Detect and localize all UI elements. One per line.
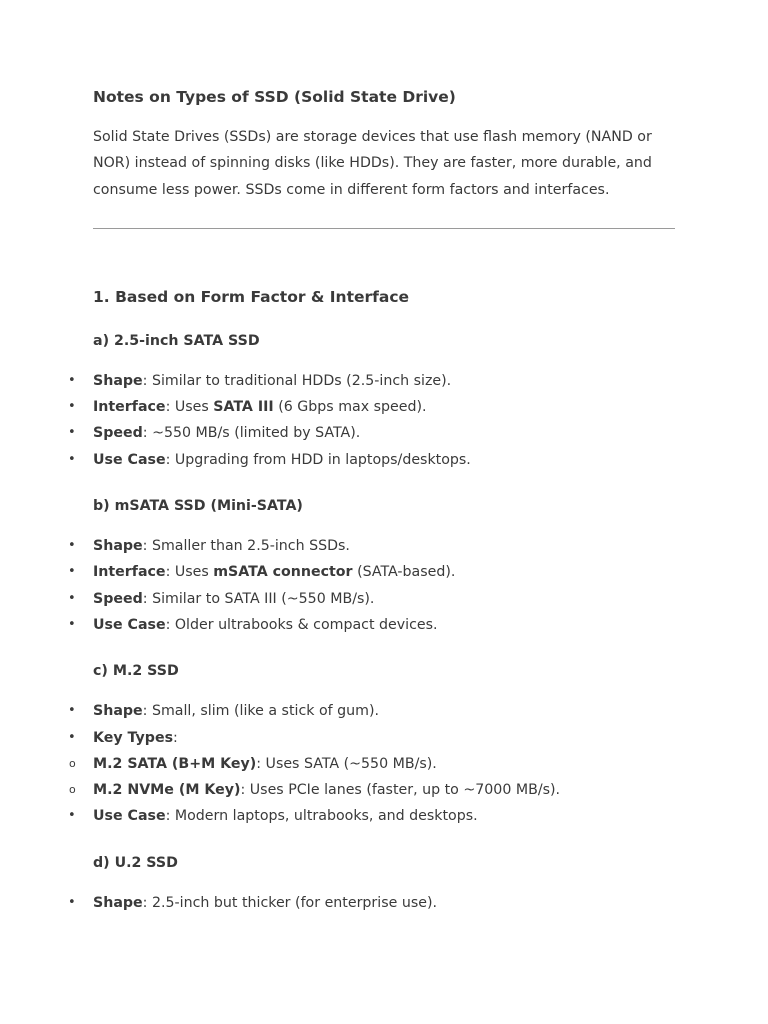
subsection-heading-msata: b) mSATA SSD (Mini-SATA) [93,498,303,515]
sata-list [68,368,675,473]
subsection-heading-m2: c) M.2 SSD [93,663,179,680]
bullet-icon: • [68,451,76,467]
subsection-heading-sata: a) 2.5-inch SATA SSD [93,332,260,349]
sub-list-item: o M.2 NVMe (M Key): Uses PCIe lanes (faster, up to ~7000 MB/s). [93,777,675,803]
bullet-icon: • [68,703,76,719]
list-item: • Speed: ~550 MB/s (limited by SATA). [93,420,675,446]
list-item: • Shape: Smaller than 2.5-inch SSDs. [93,533,675,559]
sub-bullet-icon: o [69,783,76,797]
list-item: • Use Case: Older ultrabooks & compact devices. [93,612,675,638]
list-item: • Use Case: Upgrading from HDD in laptops/desktops. [93,447,675,473]
sub-list-item: o M.2 SATA (B+M Key): Uses SATA (~550 MB/s). [93,751,675,777]
list-item: • Shape: Small, slim (like a stick of gum). [93,698,675,724]
bullet-icon: • [68,616,76,632]
list-item: • Shape: Similar to traditional HDDs (2.5-inch size). [93,368,675,394]
bullet-icon: • [68,729,76,745]
sub-bullet-icon: o [69,756,76,770]
bullet-icon: • [68,564,76,580]
bullet-icon: • [68,538,76,554]
list-item: • Interface: Uses SATA III (6 Gbps max speed). [93,394,675,420]
list-item: • Speed: Similar to SATA III (~550 MB/s). [93,586,675,612]
bullet-icon: • [68,372,76,388]
page-title: Notes on Types of SSD (Solid State Drive) [93,88,456,106]
bullet-icon: • [68,425,76,441]
document-content [68,86,675,916]
subsection-heading-u2: d) U.2 SSD [93,854,178,871]
u2-list [68,890,675,916]
intro-paragraph: Solid State Drives (SSDs) are storage devices that use flash memory (NAND or NOR) instead of spinning disks (like HDDs). They are faster, more durable, and consume less power. SSDs come in different form factors and interfaces. [93,129,652,198]
list-item: • Use Case: Modern laptops, ultrabooks, and desktops. [93,803,675,829]
list-item: • Shape: 2.5-inch but thicker (for enterprise use). [93,890,675,916]
list-item: • Key Types: [93,725,675,751]
bullet-icon: • [68,590,76,606]
section-divider [93,228,675,229]
section-heading-form-factor: 1. Based on Form Factor & Interface [93,287,410,306]
m2-list [68,698,675,829]
list-item: • Interface: Uses mSATA connector (SATA-based). [93,559,675,585]
bullet-icon: • [68,808,76,824]
bullet-icon: • [68,399,76,415]
bullet-icon: • [68,894,76,910]
msata-list [68,533,675,638]
